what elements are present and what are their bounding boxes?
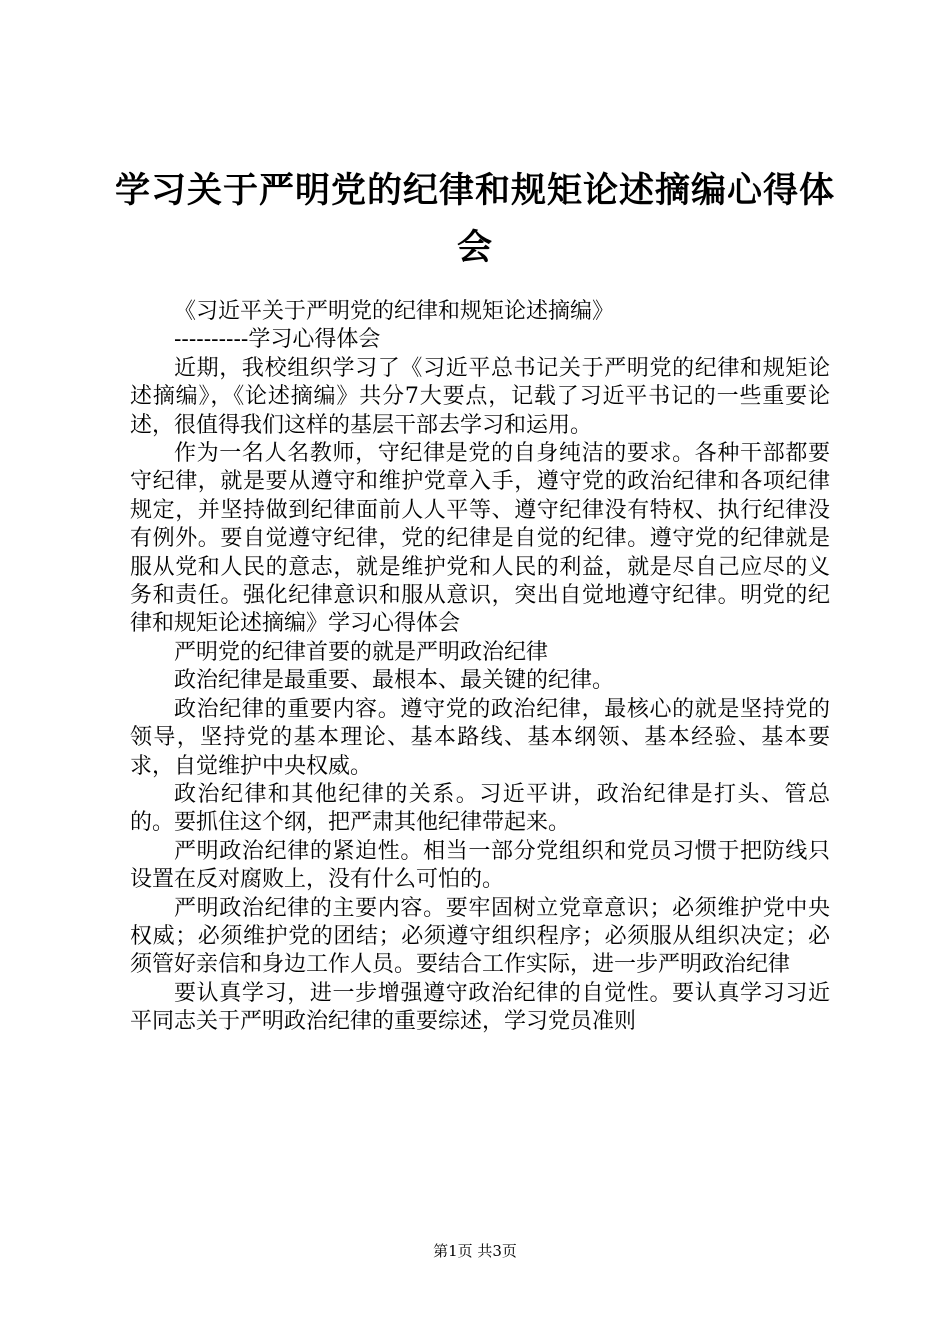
paragraph-8: 政治纪律和其他纪律的关系。习近平讲，政治纪律是打头、管总的。要抓住这个纲，把严肃其他纪律带起来。	[130, 781, 830, 836]
paragraph-4: 作为一名人名教师，守纪律是党的自身纯洁的要求。各种干部都要守纪律，就是要从遵守和维护党章入手，遵守党的政治纪律和各项纪律规定，并坚持做到纪律面前人人平等、遵守纪律没有特权、执行纪律没有例外。要自觉遵守纪律，党的纪律是自觉的纪律。遵守党的纪律就是服从党和人民的意志，就是维护党和人民的利益，就是尽自己应尽的义务和责任。强化纪律意识和服从意识，突出自觉地遵守纪律。明党的纪律和规矩论述摘编》学习心得体会	[130, 441, 830, 637]
paragraph-10: 严明政治纪律的主要内容。要牢固树立党章意识；必须维护党中央权威；必须维护党的团结；必须遵守组织程序；必须服从组织决定；必须管好亲信和身边工作人员。要结合工作实际，进一步严明政治纪律	[130, 895, 830, 978]
page-number-footer: 第1页 共3页	[433, 1242, 517, 1260]
paragraph-9: 严明政治纪律的紧迫性。相当一部分党组织和党员习惯于把防线只设置在反对腐败上，没有什么可怕的。	[130, 838, 830, 893]
paragraph-1: 《习近平关于严明党的纪律和规矩论述摘编》	[174, 299, 615, 324]
paragraph-5: 严明党的纪律首要的就是严明政治纪律	[174, 639, 549, 665]
paragraph-3: 近期，我校组织学习了《习近平总书记关于严明党的纪律和规矩论述摘编》，《论述摘编》共分7大要点，记载了习近平书记的一些重要论述，很值得我们这样的基层干部去学习和运用。	[130, 355, 830, 438]
paragraph-2: ----------学习心得体会	[174, 327, 381, 353]
document-title: 学习关于严明党的纪律和规矩论述摘编心得体会	[114, 170, 835, 268]
paragraph-6: 政治纪律是最重要、最根本、最关键的纪律。	[174, 668, 615, 694]
paragraph-11: 要认真学习，进一步增强遵守政治纪律的自觉性。要认真学习习近平同志关于严明政治纪律的重要综述，学习党员准则	[130, 980, 830, 1035]
paragraph-7: 政治纪律的重要内容。遵守党的政治纪律，最核心的就是坚持党的领导，坚持党的基本理论、基本路线、基本纲领、基本经验、基本要求，自觉维护中央权威。	[130, 696, 830, 779]
document-body	[130, 298, 830, 1037]
